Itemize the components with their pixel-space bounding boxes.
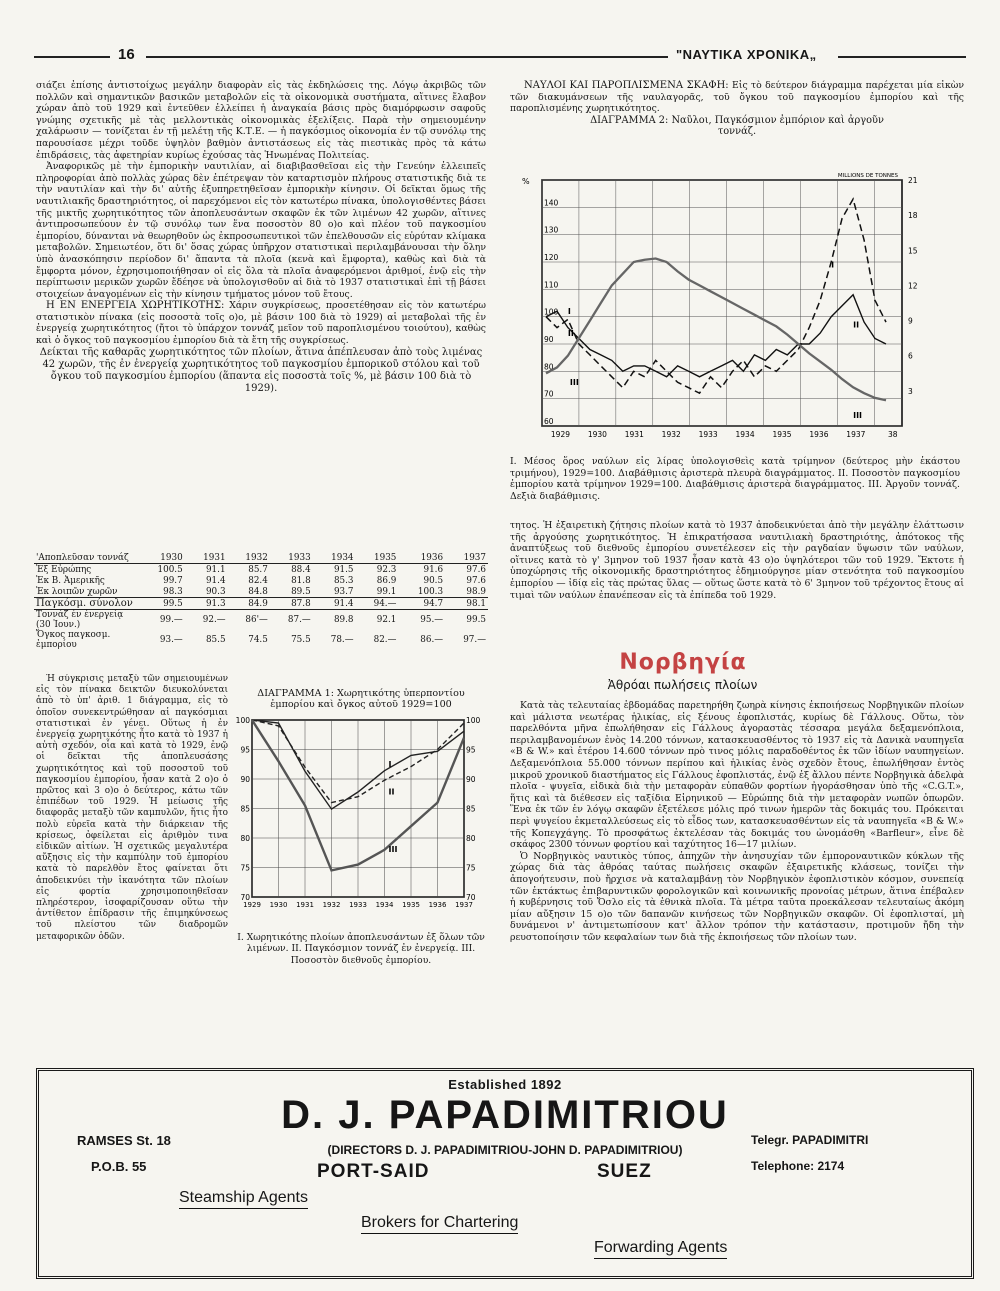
row-label: Παγκόσμ. σύνολον (36, 598, 133, 609)
cell: 99.5 (466, 615, 486, 625)
cell: 92.1 (376, 615, 397, 625)
chart2-ytick-right: 21 (908, 176, 918, 185)
row-label: Ὄγκος παγκοσμ. ἐμπορίου (36, 630, 111, 650)
chart1-ytick-left: 95 (240, 745, 250, 755)
cell: 87.— (287, 615, 311, 625)
cell: 97.6 (466, 575, 486, 586)
chart1-xtick: 1937 (455, 901, 473, 909)
chart2-ytick-left: 130 (544, 225, 559, 235)
advertisement-box (36, 1068, 974, 1279)
chart2-ytick-left: 80 (544, 362, 554, 372)
right-column-middle (510, 520, 964, 601)
chart2-ytick-right: 3 (908, 386, 913, 396)
ad-company-name: D. J. PAPADIMITRIOU (281, 1093, 729, 1137)
chart1-xtick: 1929 (243, 901, 261, 909)
row-label: Τοννάζ ἐν ἐνεργείᾳ (30 Ἰουν.) (36, 610, 124, 630)
chart1-ytick-right: 70 (466, 893, 476, 902)
cell: 88.4 (291, 564, 311, 575)
table-caption: Δείκται τῆς καθαρᾶς χωρητικότητος τῶν πλοίων, ἅτινα ἀπέπλευσαν ἀπὸ τοὺς λιμένας 42 χωρῶν, τῆς ἐν ἐνεργείᾳ χωρητικότητος τοῦ παγκοσμίου ἐμπορικοῦ στόλου καὶ τοῦ ὄγκου τοῦ παγκοσμίου ἐμπορίου (ἅπαντα εἰς ποσοστὰ τοῖς %, μὲ βάσιν 100 διὰ τὸ 1929). (39, 346, 483, 394)
chart1-ytick-left: 100 (235, 716, 250, 725)
chart2-xtick: 1934 (735, 430, 755, 439)
chart2-ytick-right: 12 (908, 281, 918, 291)
cell: 81.8 (291, 575, 311, 586)
chart2-left-unit: % (522, 177, 530, 186)
chart2-xtick: 1932 (661, 430, 681, 439)
chart2-series-label: I (567, 306, 571, 316)
chart2-caption (510, 456, 960, 502)
ad-address-street: RAMSES St. 18 (77, 1133, 171, 1148)
chart2-ytick-right: 6 (908, 351, 913, 361)
cell: 93.7 (333, 586, 354, 597)
cell: 91.3 (205, 598, 226, 609)
table-year: 1930 (160, 552, 183, 563)
cell: 90.5 (423, 575, 444, 586)
chart1-svg (232, 712, 488, 922)
ad-address-pob: P.O.B. 55 (91, 1159, 147, 1174)
cell: 95.— (420, 615, 444, 625)
chart2-ytick-right: 18 (908, 211, 918, 221)
table-year: 1937 (463, 552, 486, 563)
chart2-series-label: III (853, 410, 863, 420)
cell: 99.— (159, 615, 183, 625)
chart1-ytick-right: 100 (466, 716, 481, 725)
row-label: Ἐκ λοιπῶν χωρῶν (36, 586, 118, 597)
chart2-xtick: 1929 (550, 430, 571, 439)
paragraph: τητος. Ἡ ἐξαιρετικὴ ζήτησις πλοίων κατὰ τὸ 1937 ἀποδεικνύεται ἀπὸ τὴν μεγάλην ἐλάττωσιν τῆς ἀργούσης χωρητικότητος. Ἡ ἐπικρατήσασα ναυτιλιακὴ δραστηριότης, ἀπότοκος τῆς ἀναπτύξεως τοῦ διεθνοῦς ἐμπορίου συνετέλεσεν εἰς τὴν ραγδαίαν ὕψωσιν τῶν ναύλων, οἵτινες κατὰ τὸ γ' 3μηνον τοῦ 1937 ἦσαν κατὰ 43 ο)ο ὑψηλότεροι τῶν τοῦ 1929. Ἔκτοτε ἡ ὑποχώρησις τῆς οἰκονομικῆς δραστηριότητος ἐδημιούργησε μίαν στενότητα τοῦ παγκοσμίου ἐμπορίου — ἰδίᾳ εἰς τὰς πρώτας ὕλας — οὕτως ὥστε κατὰ τὸ 6' 3μηνον τοῦ τρέχοντος ἔτους αἱ τιμαὶ τῶν ναύλων ἐπανέπεσαν εἰς τὰ ἐπίπεδα τοῦ 1929. (510, 520, 964, 601)
table-header-label: 'Αποπλεῦσαν τοννάζ (36, 552, 129, 563)
chart1-series-label: II (388, 787, 395, 797)
cell: 98.3 (163, 586, 183, 597)
cell: 97.— (463, 635, 486, 645)
chart2-ytick-left: 140 (544, 198, 559, 208)
cell: 86.— (420, 635, 444, 645)
stats-table-wrap (34, 552, 488, 650)
chart1-xtick: 1936 (428, 901, 447, 909)
cell: 84.8 (248, 586, 268, 597)
chart2-xtick: 1935 (772, 430, 792, 439)
chart1-ytick-left: 70 (240, 893, 250, 902)
cell: 91.1 (205, 564, 226, 575)
cell: 91.4 (205, 575, 226, 586)
table-row (34, 630, 488, 650)
section-heading: ΝΑΥΛΟΙ ΚΑΙ ΠΑΡΟΠΛΙΣΜΕΝΑ ΣΚΑΦΗ: (524, 80, 729, 91)
chart2-ytick-left: 100 (544, 307, 559, 317)
chart1-caption: I. Χωρητικότης πλοίων ἀποπλευσάντων ἐξ ὅλων τῶν λιμένων. II. Παγκόσμιον τοννάζ ἐν ἐνεργείᾳ. III. Ποσοστὸν διεθνοῦς ἐμπορίου. (237, 932, 485, 966)
table-row (34, 610, 488, 631)
cell: 94.— (373, 598, 397, 609)
cell: 99.1 (376, 586, 397, 597)
cell: 84.9 (248, 598, 268, 609)
chart2-ytick-right: 9 (908, 316, 913, 326)
publication-title: "ΝΑΥΤΙΚΑ ΧΡΟΝΙΚΑ„ (676, 47, 817, 62)
right-column-top (510, 80, 964, 138)
table-row (34, 575, 488, 586)
chart1-series-label: I (388, 760, 392, 770)
cell: 100.3 (417, 586, 444, 597)
paragraph-text: Χάριν συγκρίσεως, προσετέθησαν εἰς τὸν κατωτέρω στατιστικὸν πίνακα (εἰς ποσοστὰ τοῖς ο)ο, μὲ βάσιν 100 διὰ τὸ 1929) αἱ μεταβολαὶ τῆς ἐν ἐνεργείᾳ χωρητικότητος (ἤτοι τὸ ὑπάρχον τοννάζ μεῖον τοῦ παροπλισμένου τοιούτου), καθὼς καὶ ὁ ὄγκος τοῦ παγκοσμίου ἐμπορίου διὰ τὰ ἔτη τῆς συγκρίσεως. (36, 300, 486, 347)
cell: 100.5 (157, 564, 183, 575)
norway-title: Νορβηγία (619, 650, 747, 675)
row-label: Ἐκ Β. Ἀμερικῆς (36, 575, 105, 586)
table-year: 1936 (420, 552, 444, 563)
paragraph (36, 300, 486, 346)
chart2-series-III (546, 259, 886, 401)
cell: 78.— (330, 635, 354, 645)
chart2-unit-label: MILLIONS DE TONNES (837, 173, 898, 179)
chart1-xtick: 1930 (269, 901, 288, 909)
chart2-svg (520, 168, 960, 450)
cell: 92.3 (376, 564, 397, 575)
header-rule-right (838, 56, 966, 58)
cell: 91.6 (423, 564, 444, 575)
cell: 74.5 (248, 635, 268, 645)
paragraph: Ἡ σύγκρισις μεταξὺ τῶν σημειουμένων εἰς τὸν πίνακα δεικτῶν διευκολύνεται ἀπὸ τὸ ὑπ' ἀριθ. 1 διάγραμμα, εἰς τὸ ὁποῖον συνεκεντρώθησαν αἱ παγκόσμιαι στατιστικαὶ ἐν γένει. Οὕτως ἡ ἐν ἐνεργείᾳ χωρητικότης ἦτο κατὰ τὸ 1937 ἡ αὐτὴ σχεδόν, οἷα καὶ κατὰ τὸ 1929, ἐνῷ οἱ δεῖκται τῆς ἀποπλευσάσης χωρητικότητος καὶ τοῦ ποσοστοῦ τοῦ παγκοσμίου ἐμπορίου, ἦσαν κατὰ 2 ο)ο ὁ πρῶτος καὶ 3 ο)ο ὁ δεύτερος, κάτω τῶν ἐπιπέδων τοῦ 1929. Ἡ μείωσις τῆς διαφορᾶς μεταξὺ τῶν καμπυλῶν, ἥτις ἦτο πολὺ εὐρεῖα κατὰ τὴν διάρκειαν τῆς κρίσεως, ὀφείλεται εἰς ἀριθμὸν τινα εἰδικῶν αἰτίων. Ἡ σχετικῶς μεγαλυτέρα αὔξησις εἰς τὴν καμπύλην τοῦ ἐμπορίου κατὰ τὸ παρελθὸν ἔτος φαίνεται ὅτι ἀποδεικνύει τὴν ἱκανότητα τῶν πλοίων εἰς φορτία χρησιμοποιηθεῖσαν πληρέστερον, ἰσοφαρίζουσαν οὕτω τὴν ἀντίθετον ἐπίδρασιν τῆς ἐπιμηκύνσεως τοῦ πλείστου τῶν διαδρομῶν μεταφορικῶν ὁδῶν. (36, 674, 228, 942)
chart2-xtick: 1937 (846, 430, 866, 439)
chart2-xtick: 1930 (587, 430, 607, 439)
chart1-ytick-left: 90 (240, 775, 250, 784)
table-row (34, 586, 488, 598)
chart1-ytick-left: 75 (240, 863, 250, 873)
chart2-ytick-left: 110 (544, 280, 559, 290)
ad-service-chartering: Brokers for Chartering (361, 1214, 518, 1234)
cell: 99.7 (163, 575, 183, 586)
cell: 85.5 (205, 635, 226, 645)
cell: 91.5 (333, 564, 354, 575)
chart2-series-label: I (831, 260, 835, 270)
chart2-series-label: II (567, 328, 574, 338)
cell: 90.3 (205, 586, 226, 597)
chart2-series-label: III (569, 378, 579, 387)
chart2-series-I (546, 199, 886, 393)
norway-article (510, 700, 964, 1062)
paragraph (510, 80, 964, 115)
header-rule-middle (146, 56, 668, 58)
chart1-xtick: 1931 (296, 901, 314, 909)
ad-directors: (DIRECTORS D. J. PAPADIMITRIOU-JOHN D. PAPADIMITRIOU) (327, 1143, 683, 1157)
chart2-ytick-right: 15 (908, 246, 918, 256)
ad-telegraph: Telegr. PAPADIMITRI (751, 1133, 869, 1147)
table-year: 1932 (245, 552, 268, 563)
ad-service-steamship: Steamship Agents (179, 1189, 308, 1209)
chart1-xtick: 1934 (375, 901, 394, 909)
cell: 91.4 (333, 598, 354, 609)
chart2-ytick-left: 120 (544, 253, 559, 262)
chart1-ytick-right: 75 (466, 863, 476, 873)
cell: 97.6 (466, 564, 486, 575)
page-number: 16 (118, 46, 135, 63)
chart1-series-label: III (388, 845, 398, 855)
cell: 92.— (202, 615, 226, 625)
chart1-xtick: 1935 (402, 901, 420, 909)
paragraph-text: Εἰς τὸ δεύτερον διάγραμμα παρέχεται μία εἰκὼν τῶν διακυμάνσεων τῆς ναυλαγορᾶς, τοῦ ὄγκου τοῦ παγκοσμίου ἐμπορίου καὶ τῆς παροπλισμένης χωρητικότητος. (510, 80, 964, 115)
stats-table (34, 552, 488, 650)
cell: 82.— (373, 635, 397, 645)
left-column-bottom (36, 674, 228, 1062)
cell: 75.5 (291, 635, 311, 645)
chart1-xtick: 1932 (322, 901, 341, 909)
cell: 89.8 (333, 615, 354, 625)
ad-city-portsaid: PORT-SAID (317, 1161, 430, 1182)
table-year: 1931 (203, 552, 226, 563)
cell: 85.3 (333, 575, 354, 586)
cell: 93.— (159, 635, 183, 645)
table-year: 1935 (374, 552, 397, 563)
chart2-ytick-left: 90 (544, 335, 554, 344)
chart2-series-label: II (853, 320, 860, 330)
chart1-ytick-right: 85 (466, 804, 476, 814)
caption: I. Μέσος ὅρος ναύλων εἰς λίρας ὑπολογισθεὶς κατὰ τρίμηνον (δεύτερος μὴν ἑκάστου τριμήνου), 1929=100. Διαβάθμισις ἀριστερὰ πλευρὰ διαγράμματος. II. Ποσοστὸν παγκοσμίου ἐμπορίου κατὰ τρίμηνον 1929=100. Διαβάθμισις ἀριστερὰ διαγράμματος. III. Ἀργοῦν τοννάζ. Δεξιὰ διαβάθμισις. (510, 456, 960, 502)
cell: 86'— (245, 615, 268, 625)
cell: 86.9 (376, 575, 397, 586)
cell: 89.5 (291, 586, 311, 597)
paragraph: σιάζει ἐπίσης ἀντιστοίχως μεγάλην διαφορὰν εἰς τὰς ἐκδηλώσεις της. Λόγῳ ἀκριβῶς τῶν πολλῶν καὶ σημαντικῶν βασικῶν μεταβολῶν εἰς τὰ οἰκονομικὰ συστήματα, αἵτινες ἔλαβον χώραν ἀπὸ τοῦ 1929 καὶ ἐντεῦθεν ἐλλείπει ἡ ἀναγκαία βάσις πρὸς διαμόρφωσιν σαφοῦς γνώμης σχετικῆς μὲ τὰς μελλοντικὰς οἰκονομικὰς ἐξελίξεις. Παρὰ τὴν σημειουμένην χαλάρωσιν — τονίζεται ἐν τῇ μελέτῃ τῆς Κ.Τ.Ε. — ἡ παγκόσμιος οἰκονομία ἐν τῷ συνόλῳ της παρουσίασε μέχρι τοῦδε ὑψηλὸν βαθμὸν ἀντιστάσεως εἰς τὰς πιεστικὰς πρὸς τὰ κάτω ἐπιδράσεις, τὰς ἀφετηρίαν κυρίως ἐχούσας τὰς Ἡνωμένας Πολιτείας. (36, 80, 486, 161)
chart2-xtick: 1936 (809, 430, 829, 439)
ad-established: Established 1892 (448, 1077, 562, 1092)
cell: 98.1 (466, 598, 486, 609)
chart2-xtick: 1933 (698, 430, 718, 439)
chart2-xtick: 1931 (624, 430, 644, 439)
chart1-ytick-left: 80 (240, 834, 250, 843)
cell: 82.4 (248, 575, 268, 586)
header-rule-left (34, 56, 110, 58)
chart1-ytick-left: 85 (240, 804, 250, 814)
cell: 99.5 (163, 598, 183, 609)
chart1-ytick-right: 90 (466, 775, 476, 784)
paragraph: Ἀναφορικῶς μὲ τὴν ἐμπορικὴν ναυτιλίαν, αἱ διαβιβασθεῖσαι εἰς τὴν Γενεύην ἐλλειπεῖς πληροφορίαι ἀπὸ πολλὰς χώρας δὲν ἐπέτρεψαν τὸν καταρτισμὸν πλήρους στατιστικῆς διὰ τε τὴν ναυτιλίαν καὶ τὴν δι' αὐτῆς ἐξυπηρετηθεῖσαν ἐμπορικὴν κίνησιν. Οἱ δεῖκται ὅμως τῆς ναυτιλιακῆς δραστηριότητος, οἱ παρεχόμενοι εἰς τὸν κατωτέρω πίνακα, ὑπολογισθέντες βάσει τῆς μικτῆς χωρητικότητος τῶν ἀποπλευσάντων σκαφῶν ἐκ τῶν λιμένων 42 χωρῶν, αἵτινες ἀντιπροσωπεύουν ἐν τῷ συνόλῳ των ἕνα ποσοστὸν 80 ο)ο καὶ πλέον τοῦ παγκοσμίου ἐμπορίου, δύνανται νὰ θεωρηθοῦν ὡς ἐκπροσωπευτικοὶ τῶν ἐπελθουσῶν εἰς εὐρύταν κλίμακα μεταβολῶν. Σημειωτέον, ὅτι δι' ὅσας χώρας ὑπῆρχον στατιστικαὶ περιλαμβάνουσαι τὴν ὅλην ὑπὸ ἀνασκόπησιν περίοδον δι' ἅπαντα τὰ πλοῖα (κενὰ καὶ ἔμφορτα), καθὼς καὶ διὰ τὰ ἔμφορτα μόνον, ἐχρησιμοποιήθησαν οἱ εἰς ὅλα τὰ πλοῖα ἀναφερόμενοι ἀριθμοί, ἐνῷ εἰς τὴν περίπτωσιν μερικῶν χωρῶν ἔδέησε νὰ ὑπολογισθοῦν αἱ διὰ τὸ 1937 στατιστικαὶ ἐπὶ τῇ βάσει στοιχείων ἀναγομένων εἰς τὴν κίνησιν τμήματος μόνον τοῦ ἔτους. (36, 161, 486, 300)
table-row (34, 564, 488, 576)
ad-service-forwarding: Forwarding Agents (594, 1239, 727, 1259)
left-column-top (36, 80, 486, 395)
chart2-ytick-left: 60 (544, 417, 554, 426)
chart2-frame (542, 180, 902, 426)
ad-city-suez: SUEZ (597, 1161, 652, 1182)
chart1-xtick: 1933 (349, 901, 367, 909)
ad-telephone: Telephone: 2174 (751, 1159, 845, 1173)
table-header-row (34, 552, 488, 564)
chart2-ytick-left: 70 (544, 389, 554, 399)
cell: 94.7 (423, 598, 444, 609)
paragraph: Ὁ Νορβηγικὸς ναυτικὸς τύπος, ἀπηχῶν τὴν ἀνησυχίαν τῶν ἐμποροναυτικῶν κύκλων τῆς χώρας διὰ τὰς ἀθρόας ταύτας πωλήσεις σκαφῶν ἐξαιρετικῆς κλάσεως, τονίζει τὴν ἀπογοήτευσιν, ποὺ ἤρχισε νὰ καταλαμβάνῃ τὸν Νορβηγικὸν ἐφοπλιστικὸν κόσμον, συνεπείᾳ τῶν ἐκτάκτως ἐπιβαρυντικῶν φορολογικῶν καὶ κοινωνικῆς προνοίας μέτρων, ἅτινα ἐπέβαλεν ἡ κυβέρνησις τοῦ Ὄσλο εἰς τὰ ἐθνικὰ πλοῖα. Τὰ μέτρα ταῦτα προεκάλεσαν τελευταίως ἀκόμη μίαν αὔξησιν 15 ο)ο τῶν δαπανῶν κινήσεως τῶν Νορβηγικῶν σκαφῶν. Οἱ ἐφοπλισταί, μὴ δυνάμενοι ν' ἀντιμετωπίσουν κατ' ἄλλον τρόπον τὴν κατάστασιν, προτιμοῦν ἤδη τὴν ρευστοποίησιν τῶν κεφαλαίων των διὰ τῆς ἐκποιήσεως τῶν πλοίων των. (510, 850, 964, 943)
cell: 87.8 (291, 598, 311, 609)
chart1-ytick-right: 80 (466, 834, 476, 843)
chart2-title: ΔΙΑΓΡΑΜΜΑ 2: Ναῦλοι, Παγκόσμιον ἐμπόριον καὶ ἀργοῦν τοννάζ. (590, 114, 884, 138)
table-year: 1933 (288, 552, 311, 563)
section-heading: Η ΕΝ ΕΝΕΡΓΕΙΑ ΧΩΡΗΤΙΚΟΤΗΣ: (46, 300, 225, 312)
chart1-ytick-right: 95 (466, 745, 476, 755)
table-row (34, 598, 488, 610)
norway-subtitle: Ἀθρόαι πωλήσεις πλοίων (607, 678, 758, 692)
cell: 98.9 (466, 586, 486, 597)
chart2-xtick: 38 (887, 430, 898, 439)
table-year: 1934 (331, 552, 354, 563)
chart1-title: ΔΙΑΓΡΑΜΜΑ 1: Χωρητικότης ὑπερποντίου ἐμπορίου καὶ ὄγκος αὐτοῦ 1929=100 (257, 688, 465, 711)
paragraph: Κατὰ τὰς τελευταίας ἑβδομάδας παρετηρήθη ζωηρὰ κίνησις ἐκποιήσεως Νορβηγικῶν πλοίων καὶ μάλιστα νεωτέρας ἡλικίας, εἰς ξένους ἐφοπλιστάς, κυρίως δὲ Γάλλους. Οὕτω, τὸν παρελθόντα μῆνα ἐπωλήθησαν εἰς Γάλλους ἀγοραστὰς τέσσαρα μεγάλα δεξαμενόπλοια, περιλαμβανομένων ἑνὸς 14.200 τόννων, κατασκευασθέντος τὸ 1937 εἰς τὰ Δανικὰ ναυπηγεῖα «B & W.» καὶ ἑτέρου 14.600 τόννων πρὸ τινος μόλις παραδοθέντος ἐκ τῶν ἰδίων ναυπηγείων. Δεξαμενόπλοια 55.000 τόννων περίπου καὶ ἡλικίας ἑνὸς σχεδὸν ἔτους, ἐπωλήθησαν ἐντὸς μικροῦ χρονικοῦ διαστήματος εἰς Γάλλους ἐφοπλιστάς, ἐνῷ ἐξ ἄλλου πέντε Νορβηγικὰ ἀδελφὰ πλοῖα - ψυγεῖα, εἰδικὰ διὰ τὴν μεταφορὰν εὐπαθῶν φορτίων ἠγοράσθησαν ὑπὸ τῆς «C.G.T.», ἥτις καὶ τὰ διέθεσεν εἰς ταξίδια Εἰρηνικοῦ — Εὐρώπης διὰ τὴν μεταφορὰν νωπῶν ὀπωρῶν. Ἕνα ἐκ τῶν ἐν λόγῳ σκαφῶν ἐξετέλεσε μόλις πρό τινων ἡμερῶν τὰς δοκιμάς του. Πρόκειται περὶ ψυγείου ἐκμεταλλεύσεως εἰς τὸ εἶδος των, κατασκευασθέντων εἰς τὰ ναυπηγεῖα «B & W.» τῆς Κοπεγχάγης. Τὸ προσφάτως ἐκτελέσαν τὰς δοκιμάς του ὠνομάσθη «Barfleur», εἶνε δὲ σκάφος 2300 τόννων φορτίου καὶ ταχύτητος 16—17 μιλίων. (510, 700, 964, 851)
row-label: Ἐξ Εὐρώπης (36, 564, 92, 575)
cell: 85.7 (248, 564, 268, 575)
